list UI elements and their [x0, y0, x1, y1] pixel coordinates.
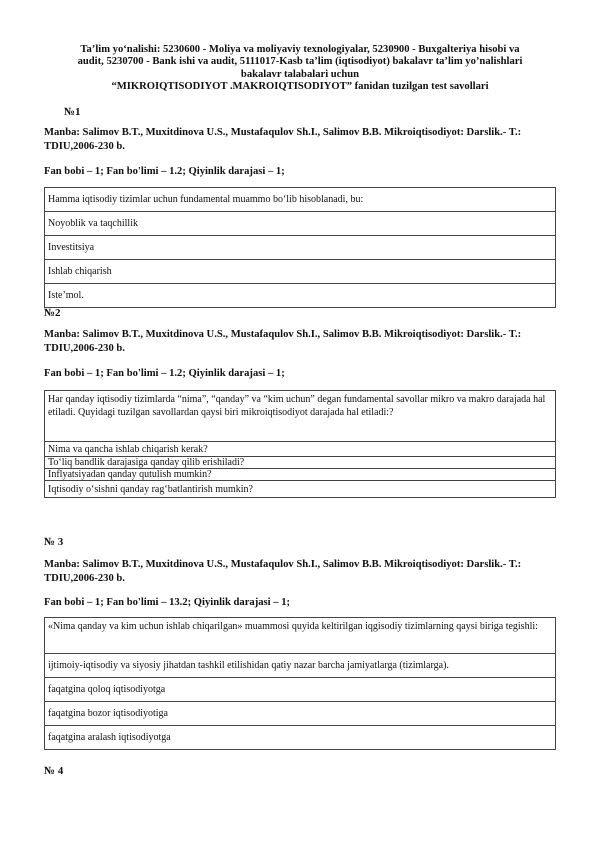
question-number: № 4 — [44, 765, 64, 777]
answer-option: Ishlab chiqarish — [45, 260, 556, 284]
question-text: Hamma iqtisodiy tizimlar uchun fundamental muammo bo‘lib hisoblanadi, bu: — [45, 188, 556, 212]
answer-option: faqatgina bozor iqtisodiyotiga — [45, 702, 556, 726]
question-number: №1 — [64, 106, 81, 118]
answer-option: Nima va qancha ishlab chiqarish kerak? — [45, 442, 556, 457]
document-header — [50, 44, 550, 94]
question-source: Manba: Salimov B.T., Muxitdinova U.S., Mustafaqulov Sh.I., Salimov B.B. Mikroiqtisodiyot: Darslik.- T.: TDIU,2006-230 b. — [44, 127, 522, 152]
question-number: №2 — [44, 307, 61, 319]
header-line-1: Ta’lim yo‘nalishi: 5230600 - Moliya va moliyaviy texnologiyalar, 5230900 - Buxgalteriya hisobi va — [80, 44, 520, 55]
answer-option: To‘liq bandlik darajasiga qanday qilib erishiladi? — [45, 457, 556, 469]
question-table — [44, 617, 556, 750]
question-text: «Nima qanday va kim uchun ishlab chiqarilgan» muammosi quyida keltirilgan iqgisodiy tizimlarning qaysi biriga tegishli: — [45, 618, 556, 654]
question-meta: Fan bobi – 1; Fan bo'limi – 1.2; Qiyinlik darajasi – 1; — [44, 368, 285, 379]
answer-option: Inflyatsiyadan qanday qutulish mumkin? — [45, 469, 556, 481]
question-meta: Fan bobi – 1; Fan bo'limi – 13.2; Qiyinlik darajasi – 1; — [44, 597, 291, 608]
answer-option: Iqtisodiy o‘sishni qanday rag‘batlantirish mumkin? — [45, 481, 556, 498]
answer-option: Noyoblik va taqchillik — [45, 212, 556, 236]
question-table — [44, 187, 556, 308]
answer-option: Iste’mol. — [45, 284, 556, 308]
header-line-2: audit, 5230700 - Bank ishi va audit, 5111017-Kasb ta’lim (iqtisodiyot) bakalavr ta’lim yo’nalishlari — [77, 56, 523, 68]
question-number: № 3 — [44, 536, 64, 548]
answer-option: ijtimoiy-iqtisodiy va siyosiy jihatdan tashkil etilishidan qatiy nazar barcha jamiyatlarga (tizimlarga). — [45, 654, 556, 678]
header-line-3: bakalavr talabalari uchun — [240, 68, 360, 80]
question-table — [44, 390, 556, 498]
question-text: Har qanday iqtisodiy tizimlarda “nima”, “qanday” va “kim uchun” degan fundamental savollar mikro va makro darajada hal etiladi. Quyidagi tuzilgan savollardan qaysi biri mikroiqtisodiyot darajada hal etiladi:? — [45, 391, 556, 442]
answer-option: faqatgina qoloq iqtisodiyotga — [45, 678, 556, 702]
question-source: Manba: Salimov B.T., Muxitdinova U.S., Mustafaqulov Sh.I., Salimov B.B. Mikroiqtisodiyot: Darslik.- T.: TDIU,2006-230 b. — [44, 559, 522, 584]
answer-option: faqatgina aralash iqtisodiyotga — [45, 726, 556, 750]
question-source: Manba: Salimov B.T., Muxitdinova U.S., Mustafaqulov Sh.I., Salimov B.B. Mikroiqtisodiyot: Darslik.- T.: TDIU,2006-230 b. — [44, 329, 522, 354]
question-meta: Fan bobi – 1; Fan bo'limi – 1.2; Qiyinlik darajasi – 1; — [44, 166, 285, 177]
header-line-4: “MIKROIQTISODIYOT .MAKROIQTISODIYOT” fanidan tuzilgan test savollari — [111, 81, 489, 93]
answer-option: Investitsiya — [45, 236, 556, 260]
